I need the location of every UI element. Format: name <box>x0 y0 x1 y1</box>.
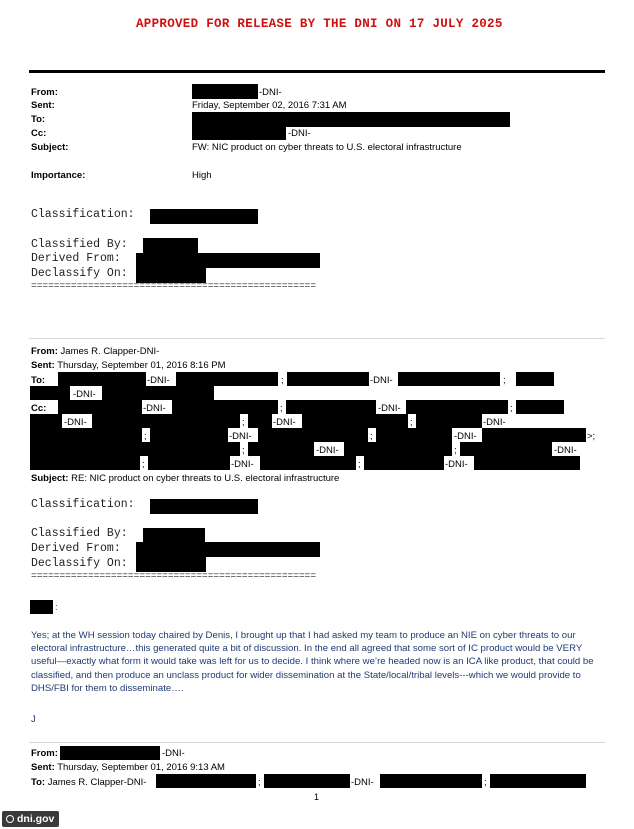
dni-tag: -DNI- <box>483 417 506 428</box>
redaction <box>150 209 258 224</box>
redaction <box>248 442 314 456</box>
redaction <box>30 456 140 470</box>
semicolon: ; <box>280 403 283 414</box>
from-suffix: -DNI- <box>259 87 282 98</box>
subject-label: Subject: <box>31 142 69 153</box>
redaction <box>287 372 369 386</box>
classified-by-label: Classified By: <box>31 527 128 540</box>
redaction <box>150 499 258 514</box>
redaction <box>58 372 146 386</box>
redaction <box>143 238 198 253</box>
redaction <box>192 112 510 127</box>
subject-value: FW: NIC product on cyber threats to U.S. electoral infrastructure <box>192 142 462 153</box>
message-separator <box>29 338 605 339</box>
semicolon: ; <box>242 445 245 456</box>
globe-icon <box>6 815 14 823</box>
msg3-from-label: From: <box>31 748 58 759</box>
page-number: 1 <box>314 792 320 802</box>
dni-tag: -DNI- <box>454 431 477 442</box>
msg2-from: From: James R. Clapper-DNI- <box>31 346 160 357</box>
classification-label: Classification: <box>31 498 135 511</box>
redaction <box>30 386 70 400</box>
dni-tag: -DNI- <box>147 375 170 386</box>
dni-tag: -DNI- <box>445 459 468 470</box>
dni-tag: -DNI- <box>64 417 87 428</box>
dni-tag: -DNI- <box>378 403 401 414</box>
semicolon: ; <box>358 459 361 470</box>
semicolon: ; <box>281 375 284 386</box>
message-body: Yes; at the WH session today chaired by Denis, I brought up that I had asked my team to produce an NIE on cyber threats to our electoral infrastructure…this generated quite a bit of discussion. In the end all agreed that some sort of IC product would be VERY useful—exactly what form it would take was left for us to decide. I think where we’re headed now is an ICA like product, that could be classified, and then produce an unclass product for wider dissemination at the State/local/tribal levels---which we would provide to DHS/FBI for them to disseminate…. <box>31 630 594 694</box>
semicolon: ; <box>258 777 261 788</box>
msg2-to-label: To: <box>31 375 46 386</box>
msg2-subject: Subject: RE: NIC product on cyber threats to U.S. electoral infrastructure <box>31 473 340 484</box>
redaction <box>286 400 376 414</box>
classified-by-label: Classified By: <box>31 238 128 251</box>
redaction <box>376 428 452 442</box>
redaction <box>490 774 586 788</box>
redaction <box>156 774 256 788</box>
redaction <box>30 442 240 456</box>
redaction <box>516 400 564 414</box>
msg3-from-suffix: -DNI- <box>162 748 185 759</box>
source-watermark <box>2 811 59 827</box>
dni-tag: -DNI- <box>231 459 254 470</box>
redaction <box>58 400 142 414</box>
redaction <box>150 428 228 442</box>
semicolon: ; <box>370 431 373 442</box>
dni-tag: -DNI- <box>554 445 577 456</box>
redaction <box>516 372 554 386</box>
end-bracket: >; <box>587 431 596 442</box>
redaction <box>92 414 240 428</box>
redaction <box>344 442 452 456</box>
msg3-sent: Sent: Thursday, September 01, 2016 9:13 AM <box>31 762 225 773</box>
signoff: J <box>31 714 36 725</box>
cc-label: Cc: <box>31 128 47 139</box>
dni-tag: -DNI- <box>229 431 252 442</box>
redaction <box>398 372 500 386</box>
msg3-to: To: James R. Clapper-DNI- <box>31 777 147 788</box>
msg2-cc-label: Cc: <box>31 403 47 414</box>
redaction <box>258 428 368 442</box>
redaction <box>192 126 286 140</box>
sent-value: Friday, September 02, 2016 7:31 AM <box>192 100 347 111</box>
dni-tag: -DNI- <box>370 375 393 386</box>
msg2-sent: Sent: Thursday, September 01, 2016 8:16 PM <box>31 360 226 371</box>
redaction <box>474 456 580 470</box>
redaction <box>248 414 272 428</box>
redaction <box>482 428 586 442</box>
redaction <box>380 774 482 788</box>
redaction <box>136 253 320 268</box>
redaction <box>192 84 258 99</box>
watermark-text: dni.gov <box>17 813 55 825</box>
semicolon: ; <box>410 417 413 428</box>
redaction <box>60 746 160 760</box>
redaction <box>364 456 444 470</box>
redaction <box>302 414 408 428</box>
to-label: To: <box>31 114 46 125</box>
importance-label: Importance: <box>31 170 86 181</box>
declassify-on-label: Declassify On: <box>31 267 128 280</box>
release-stamp: APPROVED FOR RELEASE BY THE DNI ON 17 JULY 2025 <box>136 17 503 31</box>
greeting-colon: : <box>55 602 58 613</box>
dni-tag: -DNI- <box>351 777 374 788</box>
semicolon: ; <box>510 403 513 414</box>
redaction <box>176 372 278 386</box>
semicolon: ; <box>484 777 487 788</box>
redaction <box>136 542 320 557</box>
semicolon: ; <box>503 375 506 386</box>
redaction <box>264 774 350 788</box>
dni-tag: -DNI- <box>273 417 296 428</box>
cc-suffix: -DNI- <box>288 128 311 139</box>
redaction <box>30 428 142 442</box>
redaction <box>148 456 230 470</box>
message-separator <box>29 742 605 743</box>
semicolon: ; <box>454 445 457 456</box>
dni-tag: -DNI- <box>316 445 339 456</box>
redaction <box>30 414 62 428</box>
dni-tag: -DNI- <box>143 403 166 414</box>
from-label: From: <box>31 87 58 98</box>
derived-from-label: Derived From: <box>31 542 121 555</box>
semicolon: ; <box>242 417 245 428</box>
redaction <box>416 414 482 428</box>
redaction <box>406 400 508 414</box>
equals-rule: ================================================== <box>31 570 317 581</box>
redaction <box>143 528 205 543</box>
header-rule <box>29 70 605 73</box>
derived-from-label: Derived From: <box>31 252 121 265</box>
equals-rule: ================================================== <box>31 280 317 291</box>
declassify-on-label: Declassify On: <box>31 557 128 570</box>
semicolon: ; <box>144 431 147 442</box>
redaction <box>102 386 214 400</box>
dni-tag: -DNI- <box>73 389 96 400</box>
redaction <box>172 400 278 414</box>
semicolon: ; <box>142 459 145 470</box>
importance-value: High <box>192 170 212 181</box>
redaction <box>260 456 356 470</box>
redaction <box>30 600 53 614</box>
classification-label: Classification: <box>31 208 135 221</box>
sent-label: Sent: <box>31 100 55 111</box>
redaction <box>460 442 552 456</box>
